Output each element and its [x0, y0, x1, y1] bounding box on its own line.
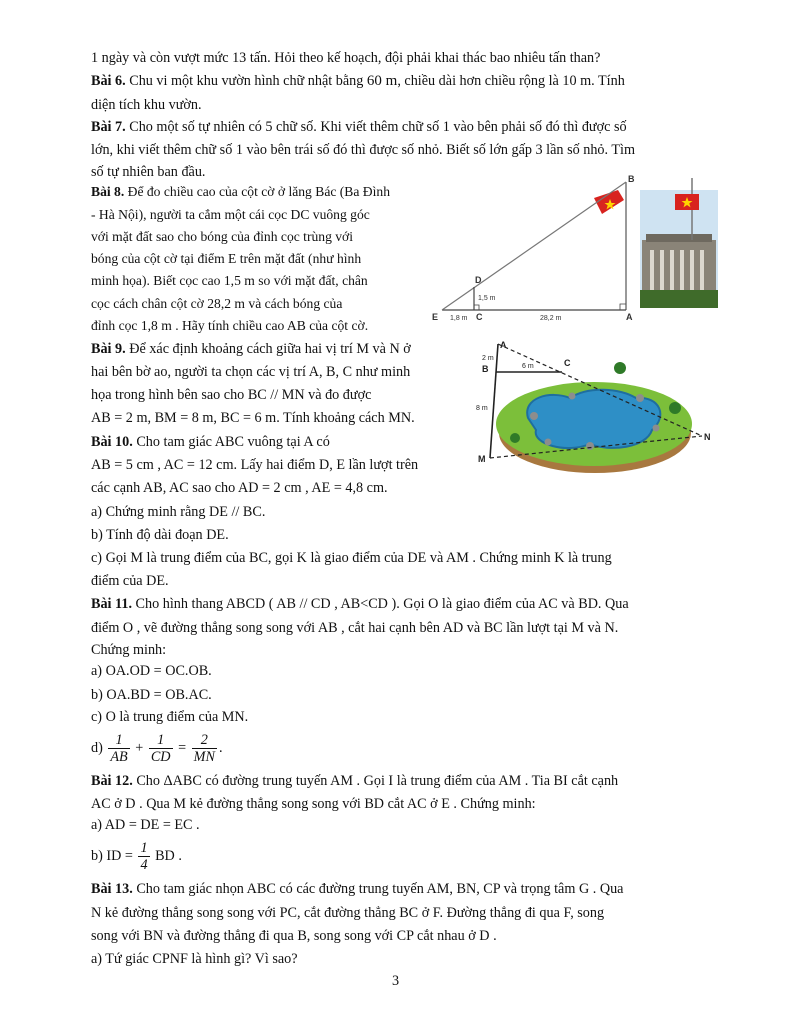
text: Cho tam giác ABC vuông tại A có	[132, 434, 330, 450]
problem-13	[91, 880, 623, 898]
item-text: BD .	[155, 848, 182, 864]
text-line: các cạnh AB, AC sao cho AD = 2 cm , AE = 4,8 cm.	[91, 480, 388, 496]
fraction: $\frac{2}{MN}$	[193, 732, 215, 766]
problem-label: Bài 9.	[91, 341, 126, 357]
text-line: N kẻ đường thẳng song song với PC, cắt đường thẳng BC ở F. Đường thẳng đi qua F, song	[91, 905, 605, 921]
text-line: b) OA.BD = OB.AC.	[91, 687, 212, 703]
text-line: - Hà Nội), người ta cắm một cái cọc DC vuông góc	[91, 207, 370, 222]
point-label-n: N	[704, 432, 711, 442]
measure-bc: 6 m	[522, 363, 534, 370]
point-label-c: C	[476, 312, 483, 322]
point-label-b: B	[628, 174, 635, 184]
point-label-a: A	[626, 312, 633, 322]
measure-ca: 28,2 m	[540, 315, 562, 322]
problem-9	[91, 340, 411, 358]
text-line: lớn, khi viết thêm chữ số 1 vào bên trái số đó thì được số nhỏ. Biết số lớn gấp 3 lần số nhỏ. Tìm	[91, 142, 635, 158]
text-line: với mặt đất sao cho bóng của đỉnh cọc trùng với	[91, 229, 354, 244]
equals-sign: =	[178, 740, 187, 756]
text-line: a) Chứng minh rằng DE // BC.	[91, 504, 266, 520]
problem-6	[91, 72, 625, 90]
text: Chu vi một khu vườn hình chữ nhật bằng	[125, 73, 367, 89]
text: Cho hình thang ABCD ( AB // CD , AB<CD ). Gọi O là giao điểm của AC và BD. Qua	[132, 596, 629, 612]
mausoleum-roof	[646, 234, 712, 242]
problem-label: Bài 12.	[91, 773, 133, 789]
text: Để đo chiều cao của cột cờ ở lăng Bác (Ba Đình	[124, 184, 390, 199]
trees-image	[640, 290, 718, 308]
text-line: AB = 5 cm , AC = 12 cm. Lấy hai điểm D, E lần lượt trên	[91, 457, 419, 473]
item-label: d)	[91, 740, 103, 756]
fraction: $\frac{1}{CD}$	[150, 732, 171, 766]
problem-label: Bài 8.	[91, 184, 125, 199]
value: 60 m	[366, 73, 398, 89]
text-line: minh họa). Biết cọc cao 1,5 m so với mặt đất, chân	[91, 273, 368, 288]
flagpole-figure	[430, 170, 720, 325]
point-label-e: E	[432, 312, 439, 322]
text-line: bóng của cột cờ tại điểm E trên mặt đất (như hình	[91, 251, 362, 266]
text-line: họa trong hình bên sao cho BC // MN và đo được	[91, 387, 372, 403]
pond-figure	[470, 338, 720, 478]
text-line: a) OA.OD = OC.OB.	[91, 663, 212, 679]
text-line: 1 ngày và còn vượt mức 13 tấn. Hỏi theo kế hoạch, đội phải khai thác bao nhiêu tấn than?	[91, 50, 601, 66]
problem-label: Bài 11.	[91, 596, 132, 612]
fraction: $\frac{1}{4}$	[140, 840, 148, 874]
problem-8	[91, 183, 390, 201]
text-line: song với BN và đường thẳng đi qua B, song song với CP cắt nhau ở D .	[91, 928, 497, 944]
text-line: c) Gọi M là trung điểm của BC, gọi K là giao điểm của DE và AM . Chứng minh K là trung	[91, 550, 612, 566]
problem-10	[91, 433, 330, 451]
text-line: điểm của DE.	[91, 573, 169, 589]
text-line: b) Tính độ dài đoạn DE.	[91, 527, 229, 543]
plus-sign: +	[135, 740, 144, 756]
measure-ab: 2 m	[482, 355, 494, 362]
problem-label: Bài 7.	[91, 119, 126, 135]
text: Cho tam giác nhọn ABC có các đường trung tuyến AM, BN, CP và trọng tâm G . Qua	[132, 881, 624, 897]
text-line: Chứng minh:	[91, 642, 167, 658]
text: Cho ΔABC có đường trung tuyến AM . Gọi I là trung điểm của AM . Tia BI cắt cạnh	[132, 773, 619, 789]
point-label-a: A	[500, 340, 507, 350]
text-line: AC ở D . Qua M kẻ đường thẳng song song với BD cắt AC ở E . Chứng minh:	[91, 796, 536, 812]
page-number: 3	[392, 973, 400, 989]
text-line: số tự nhiên ban đầu.	[91, 164, 206, 180]
text-line: hai bên bờ ao, người ta chọn các vị trí A, B, C như minh	[91, 364, 411, 380]
point-label-b: B	[482, 364, 489, 374]
text: Cho một số tự nhiên có 5 chữ số. Khi viết thêm chữ số 1 vào bên phải số đó thì được số	[125, 119, 627, 135]
text-line: c) O là trung điểm của MN.	[91, 709, 249, 725]
item-text: b) ID =	[91, 848, 133, 864]
text-line: cọc cách chân cột cờ 28,2 m và cách bóng của	[91, 296, 343, 311]
text-line: diện tích khu vườn.	[91, 97, 202, 113]
problem-label: Bài 6.	[91, 73, 126, 89]
point-label-c: C	[564, 358, 571, 368]
problem-7	[91, 118, 627, 136]
text: Để xác định khoảng cách giữa hai vị trí M và N ở	[125, 341, 411, 357]
text: , chiều dài hơn chiều rộng là 10 m. Tính	[397, 73, 625, 89]
equation-line	[91, 836, 182, 876]
fraction: $\frac{1}{AB}$	[110, 732, 128, 766]
text-line: a) Tứ giác CPNF là hình gì? Vì sao?	[91, 951, 298, 967]
problem-11	[91, 595, 629, 613]
point-label-d: D	[475, 275, 482, 285]
text-line: AB = 2 m, BM = 8 m, BC = 6 m. Tính khoảng cách MN.	[91, 410, 415, 426]
problem-12	[91, 772, 618, 790]
measure-ec: 1,8 m	[450, 315, 468, 322]
measure-dc: 1,5 m	[478, 295, 496, 302]
text-line: a) AD = DE = EC .	[91, 817, 200, 833]
text-line: điểm O , vẽ đường thẳng song song với AB , cắt hai cạnh bên AD và BC lần lượt tại M và N.	[91, 620, 619, 636]
measure-bm: 8 m	[476, 405, 488, 412]
problem-label: Bài 13.	[91, 881, 133, 897]
problem-label: Bài 10.	[91, 434, 133, 450]
text-line: đỉnh cọc 1,8 m . Hãy tính chiều cao AB của cột cờ.	[91, 318, 369, 333]
point-label-m: M	[478, 454, 486, 464]
equation-line: d) $\frac{1}{AB}$ + $\frac{1}{CD}$ = $\frac{2}{MN}$ .	[91, 732, 223, 766]
